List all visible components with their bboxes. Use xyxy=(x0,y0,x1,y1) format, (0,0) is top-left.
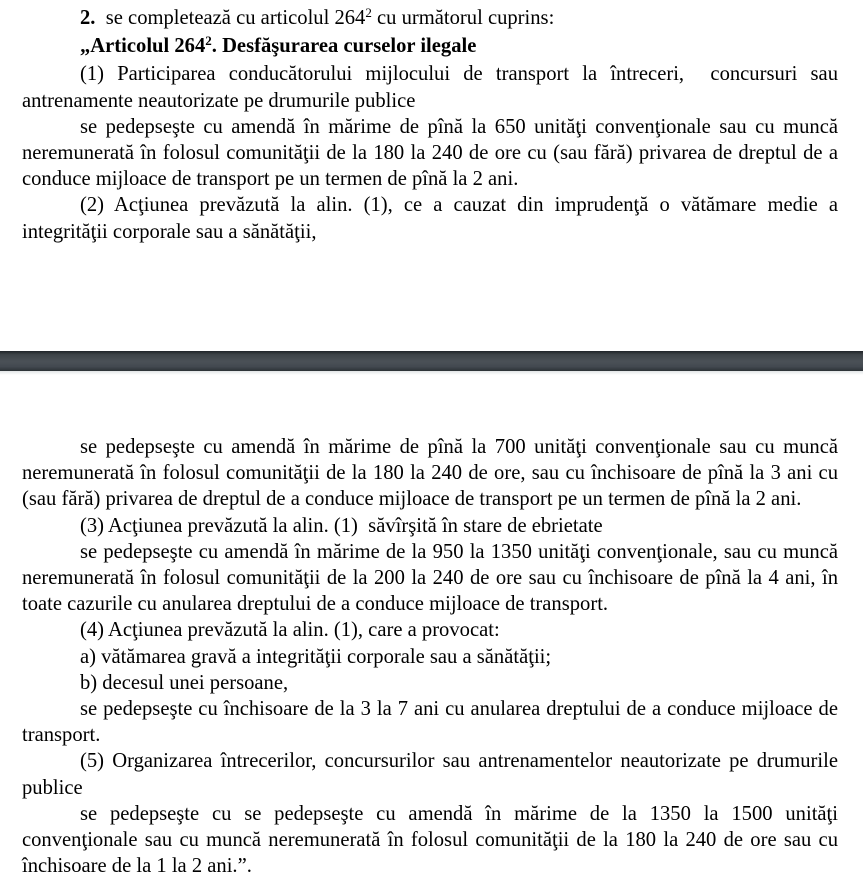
text-run: (4) Acţiunea prevăzută la alin. (1), care a provocat: xyxy=(80,619,500,642)
text-line xyxy=(22,166,838,192)
text-line xyxy=(22,565,838,591)
text-line xyxy=(22,114,838,140)
page-top-region xyxy=(22,5,838,245)
text-run: închisoare de la 1 la 2 ani.”. xyxy=(22,855,252,878)
next-page-top-edge xyxy=(0,371,863,375)
text-run: . Desfăşurarea curselor ilegale xyxy=(211,35,477,58)
text-line xyxy=(22,591,838,617)
text-run: se pedepseşte cu amendă în mărime de pînă la 650 unităţi convenţionale sau cu muncă xyxy=(80,115,838,138)
text-line xyxy=(22,853,838,879)
text-line xyxy=(22,486,838,512)
text-run: conduce mijloace de transport pe un termen de pînă la 2 ani. xyxy=(22,168,519,191)
text-run: se pedepseşte cu închisoare de la 3 la 7 ani cu anularea dreptului de a conduce mijloace de xyxy=(80,698,838,721)
text-run: (3) Acţiunea prevăzută la alin. (1) săvîrşită în stare de ebrietate xyxy=(80,514,603,537)
text-run: se pedepseşte cu amendă în mărime de la 950 la 1350 unităţi convenţionale, sau cu muncă xyxy=(80,540,838,563)
text-run: toate cazurile cu anularea dreptului de a conduce mijloace de transport. xyxy=(22,593,609,616)
text-run: (sau fără) privarea de dreptul de a conduce mijloace de transport pe un termen de pînă la 2 ani. xyxy=(22,488,802,511)
text-line xyxy=(22,722,838,748)
text-run: a) vătămarea gravă a integrităţii corporale sau a sănătăţii; xyxy=(80,645,552,668)
text-run: „Articolul 264 xyxy=(80,35,206,58)
text-run: (2) Acţiunea prevăzută la alin. (1), ce a cauzat din imprudenţă o vătămare medie a xyxy=(80,194,838,217)
text-line xyxy=(22,219,838,245)
text-line xyxy=(22,801,838,827)
text-run: cu următorul cuprins: xyxy=(371,7,555,29)
text-run: publice xyxy=(22,776,83,799)
text-line xyxy=(22,748,838,774)
text-run: neremunerată în folosul comunităţii de la 180 la 240 de ore cu (sau fără) privarea de dreptul de a xyxy=(22,142,838,165)
superscript-text: 2 xyxy=(205,33,212,49)
superscript-text: 2 xyxy=(365,5,372,20)
text-line xyxy=(22,539,838,565)
text-run: transport. xyxy=(22,724,101,747)
text-line xyxy=(22,644,838,670)
text-run: se pedepseşte cu amendă în mărime de pînă la 700 unităţi convenţionale sau cu muncă xyxy=(80,436,838,458)
text-run: integrităţii corporale sau a sănătăţii, xyxy=(22,220,317,243)
text-line xyxy=(22,61,838,87)
text-line xyxy=(22,670,838,696)
text-run: (5) Organizarea întrecerilor, concursurilor sau antrenamentelor neautorizate pe drumurile xyxy=(80,750,838,773)
text-run: antrenamente neautorizate pe drumurile publice xyxy=(22,89,416,112)
text-run: 2. xyxy=(80,7,96,29)
text-run: se completează cu articolul 264 xyxy=(95,7,366,29)
text-run: (1) Participarea conducătorului mijlocului de transport la întreceri, concursuri sau xyxy=(80,63,838,86)
article-heading xyxy=(22,33,838,61)
text-line xyxy=(22,617,838,643)
text-line xyxy=(22,775,838,801)
text-line xyxy=(22,192,838,218)
text-line xyxy=(22,434,838,460)
text-line xyxy=(22,827,838,853)
text-line xyxy=(22,88,838,114)
text-line xyxy=(22,696,838,722)
text-line xyxy=(22,460,838,486)
text-run: se pedepseşte cu se pedepseşte cu amendă în mărime de la 1350 la 1500 unităţi xyxy=(80,802,838,825)
amendment-intro-line xyxy=(22,5,838,33)
page-bottom-region xyxy=(22,434,838,879)
text-run: b) decesul unei persoane, xyxy=(80,671,289,694)
text-line xyxy=(22,513,838,539)
page-separator-bar xyxy=(0,351,863,371)
text-run: neremunerată în folosul comunităţii de la 200 la 240 de ore sau cu închisoare de pînă la 4 ani, în xyxy=(22,567,838,590)
text-run: convenţionale sau cu muncă neremunerată în folosul comunităţii de la 180 la 240 de ore sau cu xyxy=(22,829,838,852)
text-run: neremunerată în folosul comunităţii de la 180 la 240 de ore, sau cu închisoare de pînă la 3 ani cu xyxy=(22,462,838,485)
text-line xyxy=(22,140,838,166)
